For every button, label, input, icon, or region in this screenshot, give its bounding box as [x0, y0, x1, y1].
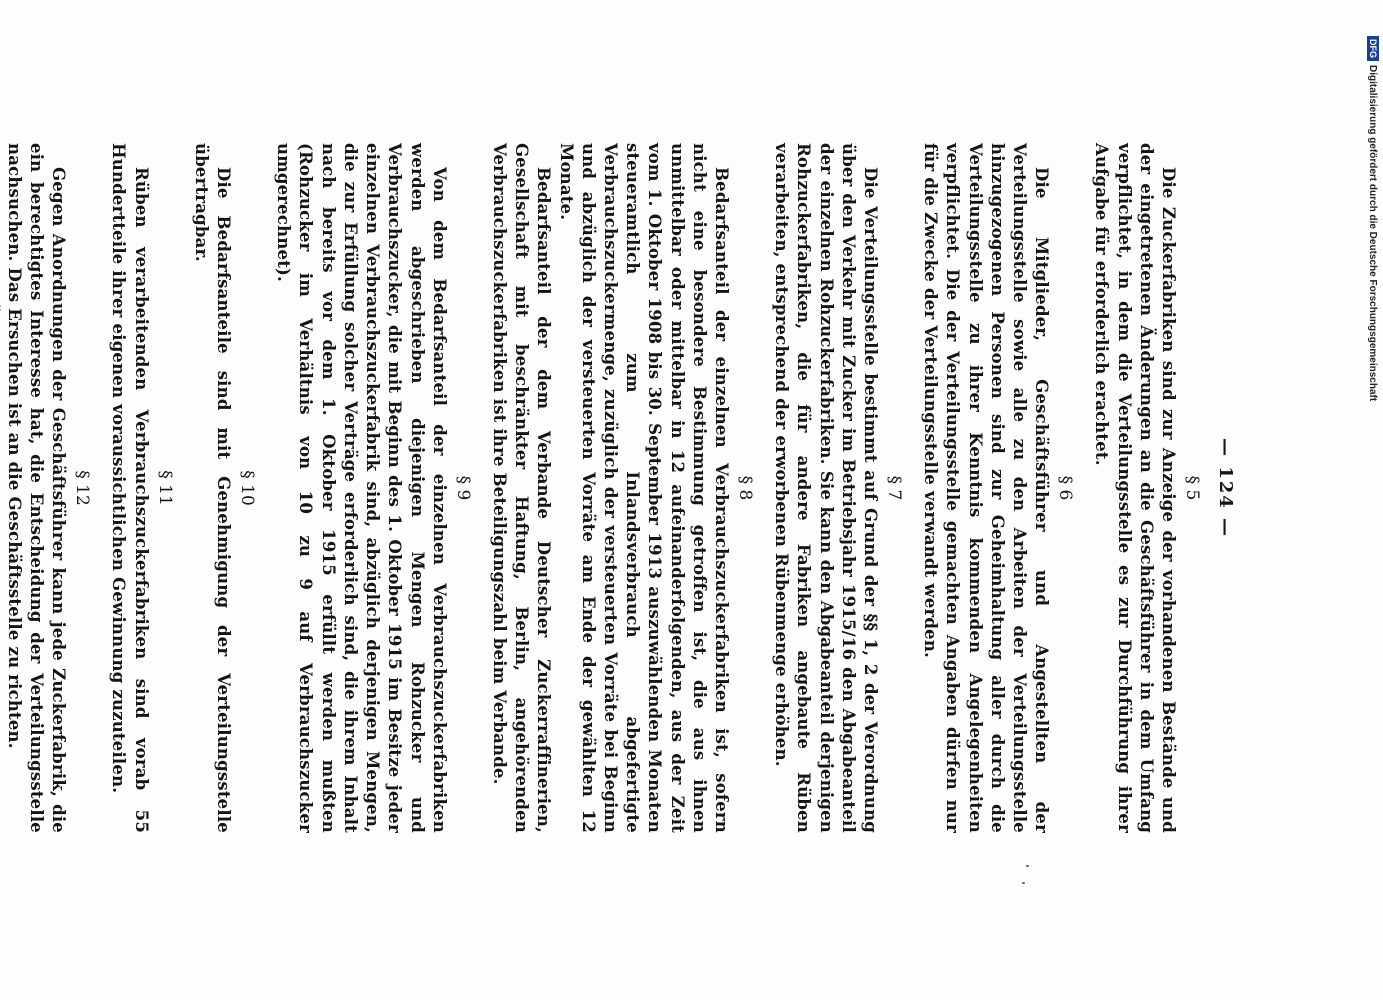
section-6-paragraph: Die Mitglieder, Geschäftsführer und Angestellten der Verteilungsstelle sowie alle zu den Arbeiten der Verteilungsstelle hinzugezogenen Personen sind zur Geheimhaltung aller durch die Verteilungsstelle zu ihrer Kenntnis kommenden Angelegenheiten verpflichtet. Die der Verteilungsstelle gemachten Angaben dürfen nur für die Zwecke der Verteilungsstelle verwandt werden.	[921, 143, 1052, 833]
section-9-paragraph: Von dem Bedarfsanteil der einzelnen Verbrauchszuckerfabriken werden abgeschrieben diejenigen Mengen Rohzucker und Verbrauchszucker, die mit Beginn des 1. Oktober 1915 im Besitze jeder einzelnen Verbrauchszuckerfabrik sind, abzüglich derjenigen Mengen, die zur Erfüllung solcher Verträge erforderlich sind, die ihrem Inhalt nach bereits vor dem 1. Oktober 1915 erfüllt werden mußten (Rohzucker im Verhältnis von 10 zu 9 auf Verbrauchszucker umgerechnet).	[274, 143, 449, 833]
section-heading-5: § 5	[1182, 475, 1202, 501]
section-11-paragraph: Rüben verarbeitenden Verbrauchszuckerfabriken sind vorab 55 Hundertteile ihrer eigenen voraussichtlichen Gewinnung zuzuteilen.	[109, 143, 151, 833]
funding-margin-note	[1367, 30, 1381, 730]
section-8-paragraph-1: Bedarfsanteil der einzelnen Verbrauchszuckerfabriken ist, sofern nicht eine besondere Bestimmung getroffen ist, die aus ihnen unmittelbar oder mittelbar in 12 aufeinanderfolgenden, aus der Zeit vom 1. Oktober 1908 bis 30. September 1913 auszuwählenden Monaten steueramtlich zum Inlandsverbrauch abgefertigte Verbrauchszuckermenge, zuzüglich der versteuerten Vorräte bei Beginn und abzüglich der versteuerten Vorräte am Ende der gewählten 12 Monate.	[556, 143, 731, 833]
section-heading-12: § 12	[72, 470, 93, 506]
section-12-paragraph-1: Gegen Anordnungen der Geschäftsführer kann jede Zuckerfabrik, die ein berechtigtes Interesse hat, die Entscheidung der Verteilungsstelle nachsuchen. Das Ersuchen ist an die Geschäftsstelle zu richten.	[4, 143, 69, 833]
section-heading-6: § 6	[1055, 475, 1076, 501]
funding-credit-text: Digitalisierung gefördert durch die Deutsche Forschungsgemeinschaft	[1367, 65, 1378, 402]
section-heading-7: § 7	[883, 475, 904, 501]
margin-note-content	[1366, 36, 1379, 401]
section-heading-10: § 10	[237, 470, 258, 506]
section-heading-11: § 11	[154, 470, 175, 506]
section-5-paragraph: Die Zuckerfabriken sind zur Anzeige der vorhandenen Bestände und der eingetretenen Änderungen an die Geschäftsführer in dem Umfang verpflichtet, in dem die Verteilungsstelle es zur Durchführung ihrer Aufgabe für erforderlich erachtet.	[1092, 143, 1178, 833]
dfg-logo: DFG	[1367, 36, 1379, 61]
section-10-paragraph: Die Bedarfsanteile sind mit Genehmigung der Verteilungsstelle übertragbar.	[191, 143, 234, 833]
section-heading-8: § 8	[734, 475, 755, 501]
section-12-paragraph-2	[0, 143, 3, 833]
section-7-paragraph: Die Verteilungsstelle bestimmt auf Grund der §§ 1, 2 der Verordnung über den Verkehr mit Zucker im Betriebsjahr 1915/16 den Abgabeanteil der einzelnen Rohzuckerfabriken. Sie kann den Abgabeanteil derjenigen Rohzuckerfabriken, die für andere Fabriken angebaute Rüben verarbeiten, entsprechend der erworbenen Rübenmenge erhöhen.	[772, 143, 880, 833]
section-8-paragraph-2: Bedarfsanteil der dem Verbande Deutscher Zuckerraffinerien, Gesellschaft mit beschränkter Haftung, Berlin, angehörenden Verbrauchszuckerfabriken ist ihre Beteiligungszahl beim Verbande.	[489, 143, 554, 833]
document-page	[4, 143, 1239, 833]
section-heading-9: § 9	[452, 475, 473, 501]
scan-speck	[1026, 865, 1029, 867]
page-number: — 124 —	[1215, 437, 1236, 539]
scan-speck	[1022, 882, 1025, 884]
